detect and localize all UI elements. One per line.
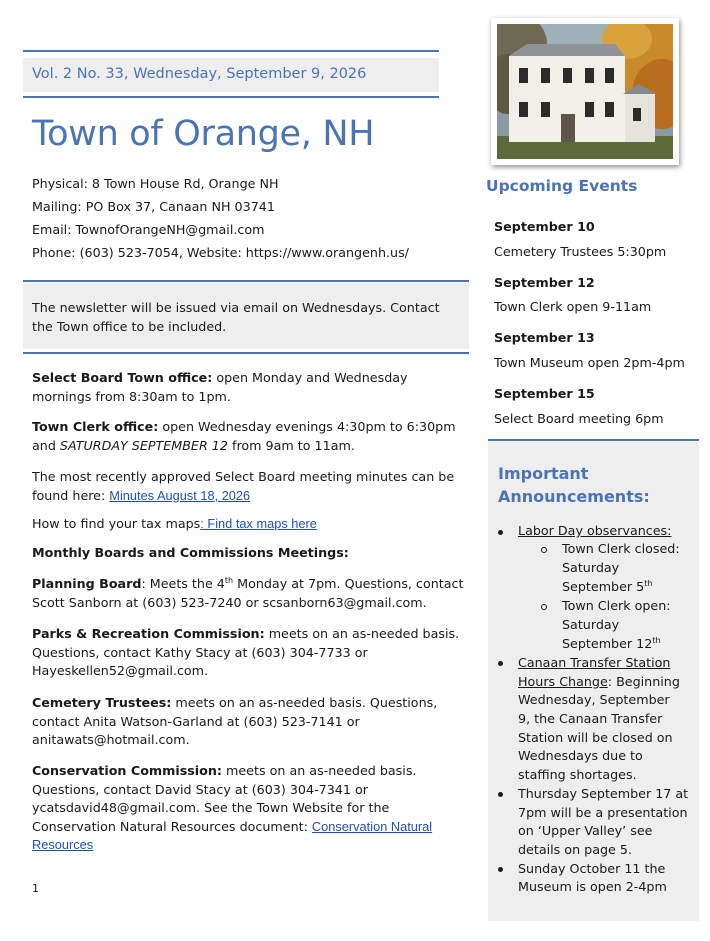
sub-bullet-icon [541, 604, 547, 610]
announcements-heading [498, 462, 688, 508]
sunday-line-1: Sunday October 11 the [518, 861, 666, 876]
conservation-link[interactable]: Conservation Natural Resources [32, 818, 433, 852]
event-date: September 15 [494, 386, 595, 401]
thursday-line-2: 7pm will be a presentation [518, 805, 688, 820]
clerk-closed-line-2: Saturday [562, 560, 620, 575]
transfer-line-1: Canaan Transfer Station [518, 655, 671, 670]
bullet-icon [498, 867, 503, 872]
transfer-line-5: Station will be closed on [518, 730, 673, 745]
cemetery-text: meets on an as-needed basis. Questions, contact Anita Watson-Garland at (603) 523-7141 or anitawats@hotmail.com. [32, 695, 438, 747]
minutes-paragraph [32, 468, 468, 505]
event-date: September 12 [494, 275, 595, 290]
select-board-label: Select Board Town office: [32, 370, 213, 385]
transfer-line-2 [518, 674, 680, 689]
clerk-closed-sup: th [644, 578, 653, 588]
planning-board-sup: th [224, 575, 234, 585]
boards-heading [32, 544, 468, 563]
notice-bottom-rule [23, 352, 469, 354]
transfer-line-3: Wednesday, September [518, 692, 670, 707]
contact-phone: Phone: (603) 523-7054, Website: https://www.orangenh.us/ [32, 245, 409, 260]
transfer-line-4: 9, the Canaan Transfer [518, 711, 663, 726]
event-date: September 13 [494, 330, 595, 345]
sub-bullet-icon [541, 547, 547, 553]
minutes-text: The most recently approved Select Board meeting minutes can be found here: [32, 469, 455, 503]
clerk-open-line-1: Town Clerk open: [562, 598, 671, 613]
cemetery-label: Cemetery Trustees: [32, 695, 172, 710]
planning-board-paragraph [32, 575, 468, 612]
contact-email: Email: TownofOrangeNH@gmail.com [32, 222, 265, 237]
announcements-heading-line-1: Important [498, 464, 589, 483]
clerk-closed-line-3 [562, 579, 652, 594]
event-description: Select Board meeting 6pm [494, 411, 664, 426]
transfer-hours-change: Hours Change [518, 674, 608, 689]
thursday-line-1: Thursday September 17 at [518, 786, 689, 801]
clerk-open-line-3 [562, 636, 661, 651]
parks-text: meets on an as-needed basis. Questions, contact Kathy Stacy at (603) 304-7733 or Hayeskellen52@gmail.com. [32, 626, 460, 678]
town-clerk-saturday: SATURDAY SEPTEMBER 12 [59, 437, 228, 453]
notice-top-rule [23, 280, 469, 282]
page-title: Town of Orange, NH [32, 114, 375, 154]
tax-maps-paragraph [32, 515, 468, 534]
planning-board-label: Planning Board [32, 576, 142, 591]
page-number: 1 [32, 882, 39, 895]
town-clerk-hours [32, 418, 468, 455]
planning-board-text-1: : Meets the 4 [141, 576, 225, 591]
tax-maps-link[interactable]: : Find tax maps here [200, 516, 317, 531]
select-board-text: open Monday and Wednesday mornings from 8:30am to 1pm. [32, 370, 408, 404]
minutes-link[interactable]: Minutes August 18, 2026 [109, 487, 251, 503]
planning-board-text-2: Monday at 7pm. Questions, contact Scott Sanborn at (603) 523-7240 or scsanborn63@gmail.com. [32, 576, 464, 610]
event-description: Town Clerk open 9-11am [494, 299, 652, 314]
header-top-rule [23, 50, 439, 52]
select-board-hours [32, 369, 468, 406]
newsletter-notice: The newsletter will be issued via email on Wednesdays. Contact the Town office to be included. [32, 300, 440, 334]
header-bottom-rule [23, 96, 439, 98]
clerk-closed-line-1: Town Clerk closed: [562, 541, 680, 556]
transfer-line-7: staffing shortages. [518, 767, 637, 782]
town-clerk-text-1: open Wednesday evenings 4:30pm to 6:30pm and [32, 419, 456, 453]
thursday-line-4: details on page 5. [518, 842, 632, 857]
boards-heading-text: Monthly Boards and Commissions Meetings: [32, 545, 349, 560]
town-clerk-text-2: from 9am to 11am. [227, 437, 355, 453]
bullet-icon [498, 792, 503, 797]
event-description: Town Museum open 2pm-4pm [494, 355, 685, 370]
cemetery-paragraph [32, 694, 468, 750]
clerk-open-date: September 12 [562, 636, 653, 651]
labor-day-heading: Labor Day observances: [518, 523, 672, 538]
transfer-beginning: : Beginning [607, 674, 680, 689]
conservation-text: meets on an as-needed basis. Questions, contact David Stacy at (603) 304-7341 or ycatsdavid48@gmail.com. See the Town Website for the Conservation Natural Resources document: [32, 763, 417, 834]
town-house-photo [497, 24, 673, 159]
event-date: September 10 [494, 219, 595, 234]
bullet-icon [498, 661, 503, 666]
clerk-open-sup: th [652, 635, 661, 645]
clerk-open-line-2: Saturday [562, 617, 620, 632]
parks-paragraph [32, 625, 468, 681]
event-description: Cemetery Trustees 5:30pm [494, 244, 667, 259]
upcoming-events-heading: Upcoming Events [486, 177, 638, 195]
events-bottom-rule [488, 439, 699, 441]
town-house-photo-frame [491, 18, 679, 165]
volume-line: Vol. 2 No. 33, Wednesday, September 9, 2026 [32, 66, 367, 82]
parks-label: Parks & Recreation Commission: [32, 626, 265, 641]
bullet-icon [498, 530, 503, 535]
town-clerk-label: Town Clerk office: [32, 419, 159, 434]
contact-physical: Physical: 8 Town House Rd, Orange NH [32, 176, 279, 191]
clerk-closed-date: September 5 [562, 579, 645, 594]
announcements-heading-line-2: Announcements: [498, 487, 650, 506]
transfer-line-6: Wednesdays due to [518, 748, 643, 763]
sunday-line-2: Museum is open 2-4pm [518, 879, 667, 894]
conservation-paragraph [32, 762, 468, 855]
conservation-label: Conservation Commission: [32, 763, 222, 778]
contact-mailing: Mailing: PO Box 37, Canaan NH 03741 [32, 199, 275, 214]
thursday-line-3: on ‘Upper Valley’ see [518, 823, 653, 838]
tax-maps-text: How to find your tax maps [32, 516, 201, 531]
